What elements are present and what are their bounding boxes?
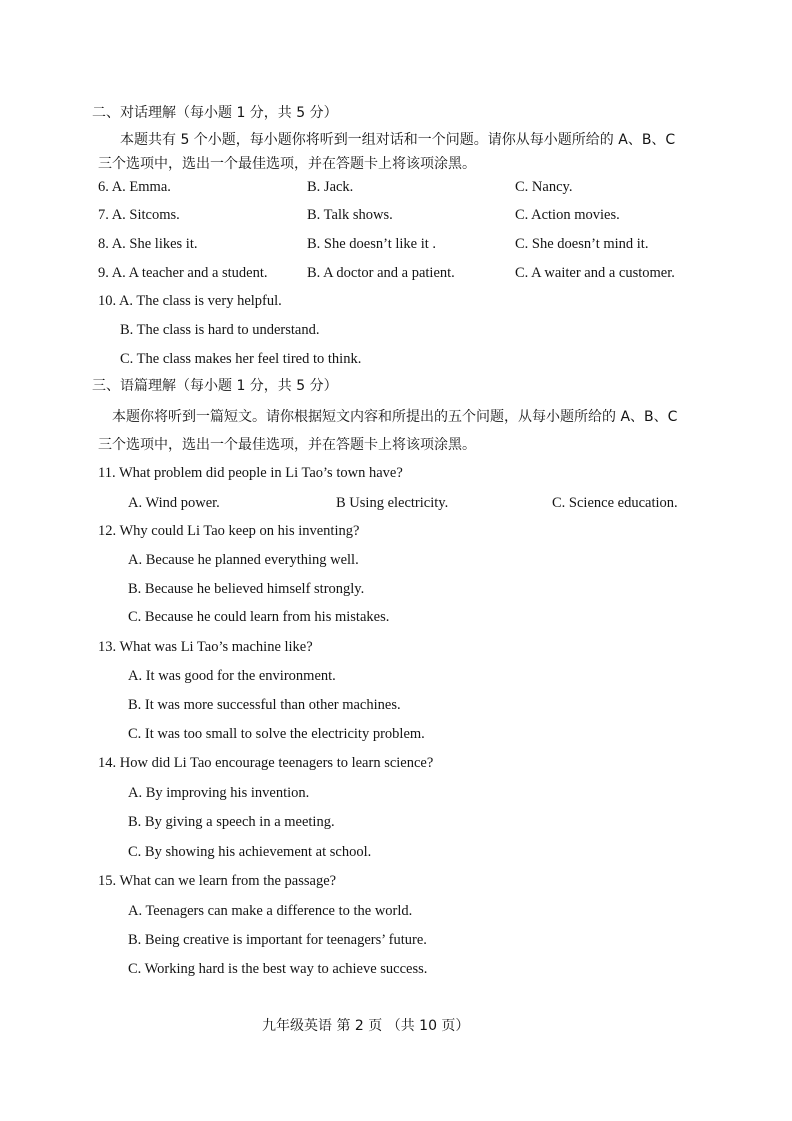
q11-question: 11. What problem did people in Li Tao’s town have? bbox=[98, 465, 403, 481]
section-3-heading: 三、语篇理解（每小题 1 分，共 5 分） bbox=[92, 378, 338, 394]
q13-option-a: A. It was good for the environment. bbox=[128, 668, 336, 684]
q8-option-b: B. She doesn’t like it . bbox=[307, 236, 437, 252]
q13-option-c: C. It was too small to solve the electricity problem. bbox=[128, 726, 425, 742]
section-2-instruction-line-1: 本题共有 5 个小题，每小题你将听到一组对话和一个问题。请你从每小题所给的 A、B、C bbox=[120, 132, 676, 148]
q8-option-a: 8. A. She likes it. bbox=[98, 236, 198, 252]
q10-option-a: 10. A. The class is very helpful. bbox=[98, 293, 282, 309]
q9-option-c: C. A waiter and a customer. bbox=[515, 265, 675, 281]
q7-option-b: B. Talk shows. bbox=[307, 207, 393, 223]
q10-option-b: B. The class is hard to understand. bbox=[120, 322, 320, 338]
q10-option-c: C. The class makes her feel tired to think. bbox=[120, 351, 362, 367]
section-3-instruction-line-1: 本题你将听到一篇短文。请你根据短文内容和所提出的五个问题，从每小题所给的 A、B、C bbox=[112, 409, 678, 425]
q11-option-b: B Using electricity. bbox=[336, 495, 449, 511]
q15-option-a: A. Teenagers can make a difference to the world. bbox=[128, 903, 413, 919]
q13-question: 13. What was Li Tao’s machine like? bbox=[98, 639, 313, 655]
q7-option-a: 7. A. Sitcoms. bbox=[98, 207, 180, 223]
q6-option-a: 6. A. Emma. bbox=[98, 179, 171, 195]
q15-option-c: C. Working hard is the best way to achieve success. bbox=[128, 961, 428, 977]
q13-option-b: B. It was more successful than other machines. bbox=[128, 697, 401, 713]
section-3-instruction-line-2: 三个选项中，选出一个最佳选项，并在答题卡上将该项涂黑。 bbox=[98, 437, 476, 453]
q12-option-c: C. Because he could learn from his mistakes. bbox=[128, 609, 390, 625]
q9-option-b: B. A doctor and a patient. bbox=[307, 265, 455, 281]
q14-option-c: C. By showing his achievement at school. bbox=[128, 844, 372, 860]
q15-question: 15. What can we learn from the passage? bbox=[98, 873, 337, 889]
page-footer: 九年级英语 第 2 页 （共 10 页） bbox=[262, 1018, 470, 1034]
q9-option-a: 9. A. A teacher and a student. bbox=[98, 265, 268, 281]
q6-option-c: C. Nancy. bbox=[515, 179, 573, 195]
q12-option-b: B. Because he believed himself strongly. bbox=[128, 581, 365, 597]
q14-question: 14. How did Li Tao encourage teenagers to learn science? bbox=[98, 755, 434, 771]
q8-option-c: C. She doesn’t mind it. bbox=[515, 236, 649, 252]
q6-option-b: B. Jack. bbox=[307, 179, 354, 195]
q14-option-b: B. By giving a speech in a meeting. bbox=[128, 814, 335, 830]
q14-option-a: A. By improving his invention. bbox=[128, 785, 310, 801]
section-2-heading: 二、对话理解（每小题 1 分，共 5 分） bbox=[92, 105, 338, 121]
q11-option-a: A. Wind power. bbox=[128, 495, 220, 511]
section-2-instruction-line-2: 三个选项中，选出一个最佳选项，并在答题卡上将该项涂黑。 bbox=[98, 156, 476, 172]
q15-option-b: B. Being creative is important for teenagers’ future. bbox=[128, 932, 427, 948]
q11-option-c: C. Science education. bbox=[552, 495, 678, 511]
q7-option-c: C. Action movies. bbox=[515, 207, 620, 223]
q12-option-a: A. Because he planned everything well. bbox=[128, 552, 359, 568]
q12-question: 12. Why could Li Tao keep on his inventing? bbox=[98, 523, 360, 539]
